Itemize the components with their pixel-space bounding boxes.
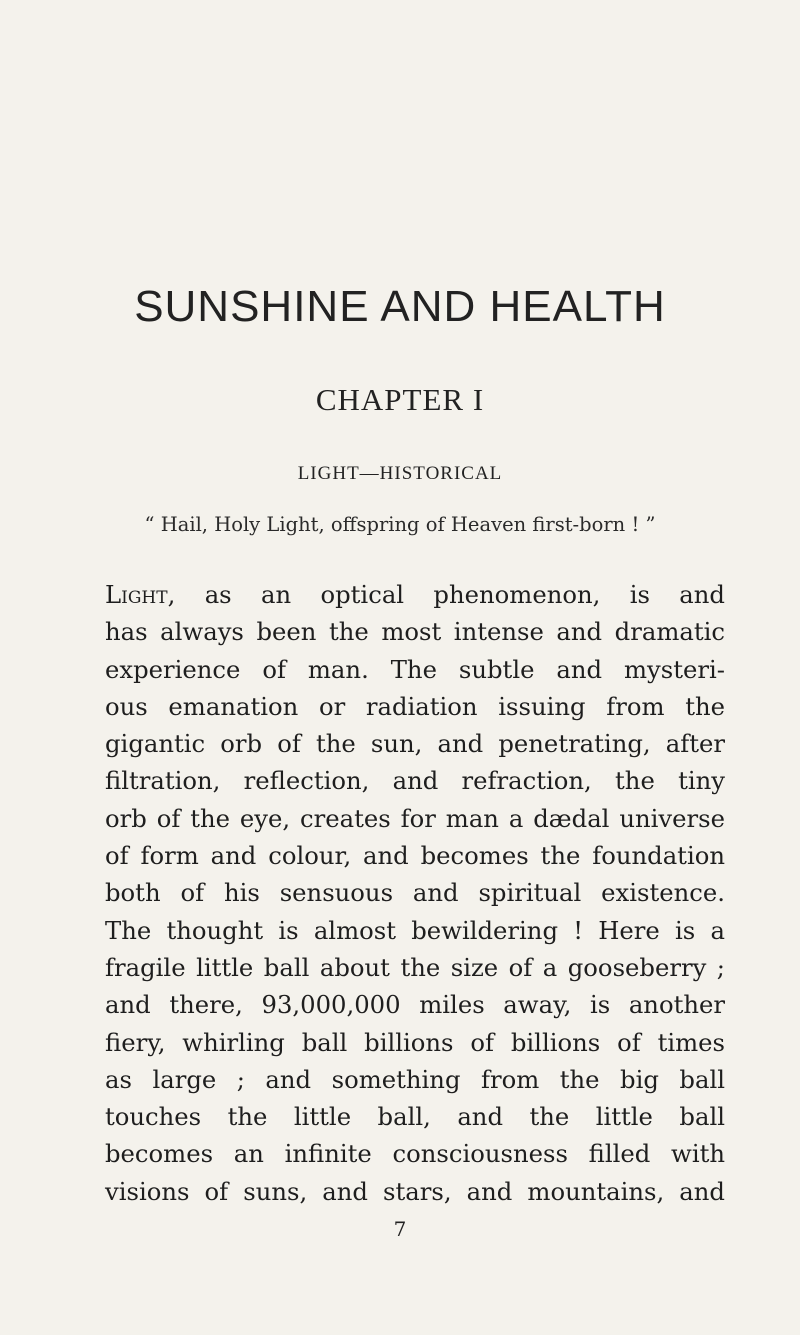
chapter-number: CHAPTER I — [315, 382, 485, 417]
body-text — [105, 576, 725, 1210]
first-line-rest: , as an optical phenomenon, is and — [167, 580, 725, 609]
body-line: of form and colour, and becomes the foundation — [105, 841, 725, 871]
body-line: and there, 93,000,000 miles away, is another — [105, 990, 725, 1020]
body-line: becomes an infinite consciousness filled with — [105, 1139, 725, 1169]
epigraph: “ Hail, Holy Light, offspring of Heaven first-born ! ” — [144, 513, 656, 536]
book-title: SUNSHINE AND HEALTH — [134, 282, 666, 331]
body-line: orb of the eye, creates for man a dædal universe — [105, 803, 725, 833]
body-line: has always been the most intense and dramatic — [105, 617, 725, 647]
body-line: visions of suns, and stars, and mountains, and — [105, 1176, 725, 1206]
body-line: ous emanation or radiation issuing from the — [105, 691, 725, 721]
body-line: fiery, whirling ball billions of billions of times — [105, 1027, 725, 1057]
body-line — [105, 576, 725, 613]
chapter-title: LIGHT—HISTORICAL — [297, 463, 503, 484]
page-number: 7 — [393, 1217, 407, 1241]
drop-word: Light — [105, 580, 168, 609]
body-line: filtration, reflection, and refraction, the tiny — [105, 766, 725, 796]
body-line: as large ; and something from the big ball — [105, 1064, 725, 1094]
body-line: fragile little ball about the size of a gooseberry ; — [105, 952, 725, 982]
body-line: gigantic orb of the sun, and penetrating, after — [105, 729, 725, 759]
body-line: experience of man. The subtle and mysteri- — [105, 654, 725, 684]
body-line: The thought is almost bewildering ! Here is a — [105, 915, 725, 945]
body-line: touches the little ball, and the little ball — [105, 1102, 725, 1132]
body-line: both of his sensuous and spiritual existence. — [105, 878, 725, 908]
